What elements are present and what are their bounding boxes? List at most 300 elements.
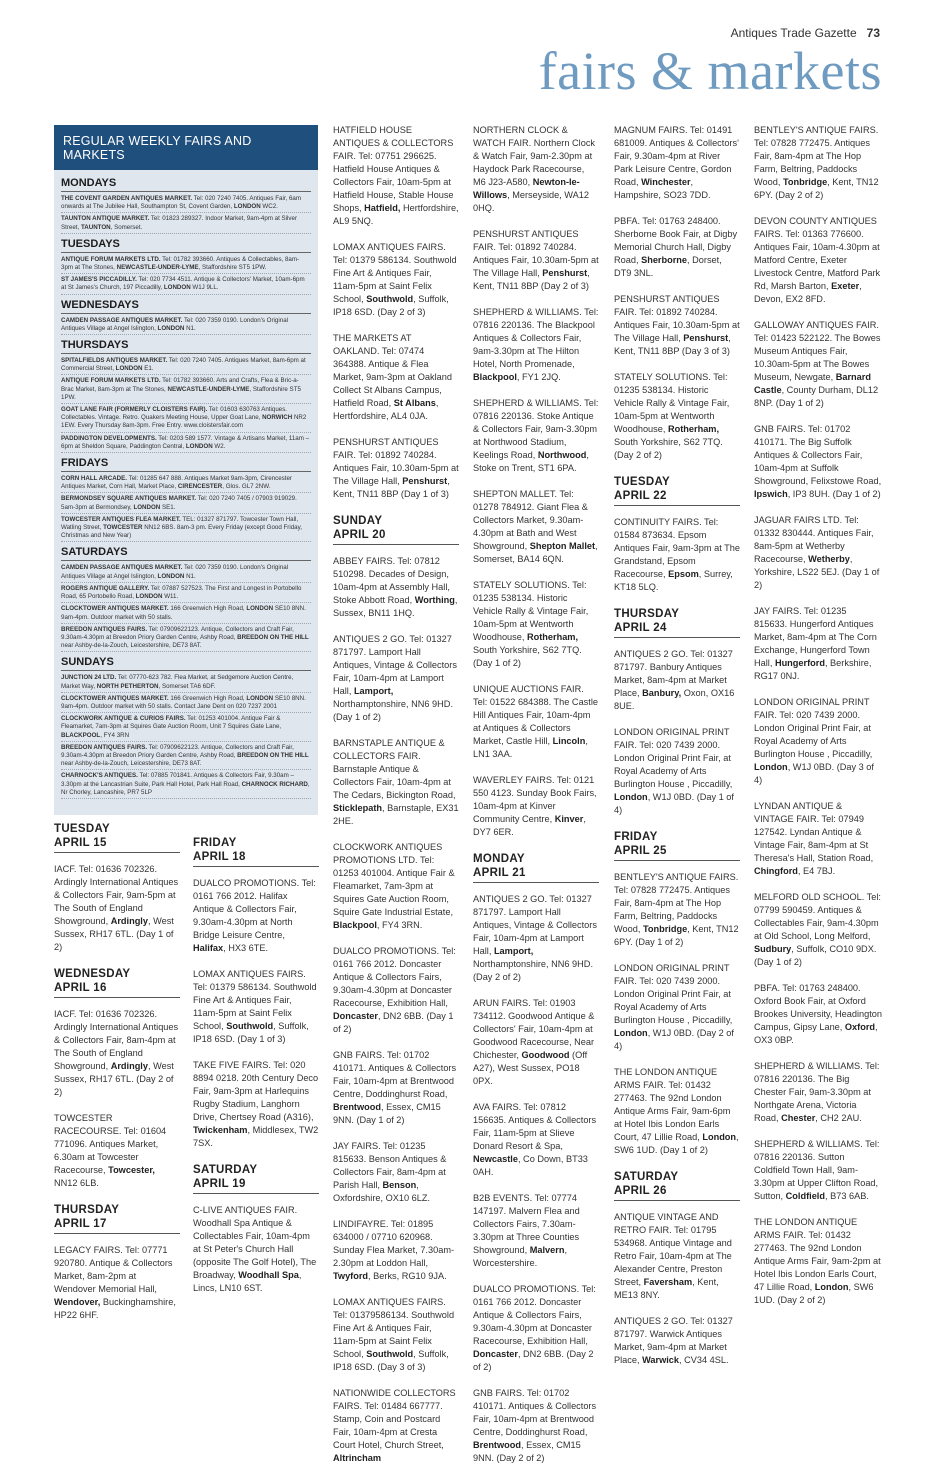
fair-details: , Co Down, BT33 0AH. — [473, 1154, 588, 1177]
fair-details: C-LIVE ANTIQUES FAIR. Woodhall Spa Antique & Collectables Fair, 10am-4pm at St Peter's Church Hall (opposite The Golf Hotel), The Broadway, — [193, 1205, 317, 1280]
fair-location: Twickenham — [193, 1125, 248, 1135]
entry-text: Tel: 020 7240 7405 / 07903 919029. 5am-3pm at Bermondsey, — [61, 495, 297, 511]
fair-details: WAVERLEY FAIRS. Tel: 0121 550 4123. Sunday Book Fairs, 10am-4pm at Kinver Community Centre, — [473, 775, 597, 824]
fair-entry — [193, 1059, 319, 1150]
fair-entry — [333, 737, 459, 828]
fair-details: PENSHURST ANTIQUES FAIR. Tel: 01892 740284. Antiques Fair, 10.30am-5pm at The Village Hall, — [333, 437, 459, 486]
fair-location: Brentwood — [473, 1440, 521, 1450]
date-heading: FRIDAY — [193, 837, 237, 849]
fair-entry — [754, 1060, 882, 1125]
fair-details: , W1J 0BD. (Day 1 of 4) — [614, 792, 734, 815]
regular-day-heading: SUNDAYS — [61, 656, 311, 671]
fair-details: SHEPTON MALLET. Tel: 01278 784912. Giant Flea & Collectors Market, 9.30am-4.30pm at Bath and West Showground, — [473, 489, 588, 551]
fair-entry — [754, 215, 882, 306]
regular-fair-entry — [61, 715, 311, 742]
entry-bold: LONDON — [246, 694, 274, 702]
entry-text: W2. — [212, 442, 226, 450]
fair-details: LINDIFAYRE. Tel: 01895 634000 / 07710 620968. Sunday Flea Market, 7.30am-2.30pm at Loddon Hall, — [333, 1219, 455, 1268]
fair-entry — [333, 1049, 459, 1127]
entry-text: Tel: 020 7359 0190. London's Original Antiques Village at Angel Islington, — [61, 564, 289, 580]
regular-fair-entry — [61, 695, 311, 713]
fair-location: Worthing — [414, 595, 455, 605]
regular-fair-entry — [61, 276, 311, 294]
entry-bold: PADDINGTON DEVELOPMENTS. — [61, 434, 157, 442]
fair-details: TOWCESTER RACECOURSE. Tel: 01604 771096. Antiques Market, 6.30am at Towcester Racecourse, — [54, 1113, 167, 1175]
date-heading: APRIL 26 — [614, 1184, 740, 1201]
fair-location: Exeter — [831, 281, 860, 291]
entry-bold: CAMDEN PASSAGE ANTIQUES MARKET. — [61, 316, 183, 324]
fair-entry — [333, 945, 459, 1036]
fair-details: , Suffolk, IP18 6SD. (Day 1 of 3) — [193, 1021, 309, 1044]
entry-text: , Somerset TA6 6DF. — [158, 682, 216, 690]
fair-details: BENTLEY'S ANTIQUE FAIRS. Tel: 07828 772475. Antiques Fair, 8am-4pm at The Hop Farm, Beltring, Paddocks Wood, — [754, 125, 879, 187]
fair-entry — [193, 877, 319, 955]
fair-location: Ipswich — [754, 489, 788, 499]
entry-text: , Somerset. — [110, 223, 143, 231]
fair-details: LOMAX ANTIQUES FAIRS. Tel: 01379 586134. Southwold Fine Art & Antiques Fair, 11am-5pm at Saint Felix School, — [193, 969, 317, 1031]
fair-details: , W1J 0BD. (Day 2 of 4) — [614, 1028, 734, 1051]
entry-bold: BLACKPOOL — [61, 731, 101, 739]
listing-column — [54, 822, 180, 1335]
fair-entry — [333, 1218, 459, 1283]
fair-entry — [754, 982, 882, 1047]
date-heading: APRIL 22 — [614, 489, 740, 506]
fair-details: , CV34 4SL. — [679, 1355, 729, 1365]
fair-details: ABBEY FAIRS. Tel: 07812 510298. Decades of Design, 10am-4pm at Assembly Hall, Stoke Abbott Road, — [333, 556, 450, 605]
fair-details: PENSHURST ANTIQUES FAIR. Tel: 01892 740284. Antiques Fair, 10.30am-5pm at The Village Hall, — [473, 229, 599, 278]
fair-details: , Kent, ME13 8NY. — [614, 1277, 719, 1300]
fair-entry — [754, 423, 882, 501]
fair-location: Southwold — [226, 1021, 274, 1031]
fair-details: , Kent, TN11 8BP (Day 3 of 3) — [614, 333, 731, 356]
date-heading: APRIL 20 — [333, 528, 459, 545]
entry-bold: BREEDON ON THE HILL — [237, 633, 309, 641]
fair-details: Northamptonshire, NN6 9HD. (Day 1 of 2) — [333, 699, 453, 722]
fair-details: IACF. Tel: 01636 702326. Ardingly International Antiques & Collectors Fair, 8am-4pm at The South of England Showground, — [54, 1009, 179, 1071]
fair-location: Lincoln — [552, 736, 586, 746]
fair-details: , Hampshire, SO23 7DD. — [614, 177, 711, 200]
fair-location: Kinver — [554, 814, 584, 824]
fair-details: CONTINUITY FAIRS. Tel: 01584 873634. Epsom Antiques Fair, 9am-3pm at The Grandstand, Epsom Racecourse, — [614, 517, 740, 579]
fair-entry — [333, 555, 459, 620]
fair-entry — [473, 1283, 599, 1374]
regular-fair-entry — [61, 744, 311, 771]
entry-bold: LONDON — [157, 324, 185, 332]
fair-location: Penshurst — [542, 268, 588, 278]
fair-entry — [614, 516, 740, 594]
fair-location: Southwold — [366, 294, 414, 304]
fair-details: GNB FAIRS. Tel: 01702 410171. Antiques & Collectors Fair, 10am-4pm at Brentwood Centre, Doddinghurst Road, — [333, 1050, 457, 1099]
fair-details: , Kent, TN12 6PY. (Day 1 of 2) — [614, 924, 739, 947]
entry-bold: JUNCTION 24 LTD. — [61, 674, 117, 682]
regular-day-heading: SATURDAYS — [61, 546, 311, 561]
fair-details: , Kent, TN11 8BP (Day 2 of 3) — [473, 268, 590, 291]
fair-details: GNB FAIRS. Tel: 01702 410171. Antiques & Collectors Fair, 10am-4pm at Brentwood Centre, Doddinghurst Road, — [473, 1388, 597, 1437]
fair-entry — [473, 1192, 599, 1270]
fair-location: Benson — [382, 1180, 417, 1190]
fair-details: THE LONDON ANTIQUE ARMS FAIR. Tel: 01432 277463. The 92nd London Antique Arms Fair, 9am-6pm at Hotel Ibis London Earls Court, 47 Lillie Road, — [614, 1067, 731, 1142]
entry-bold: GOAT LANE FAIR (FORMERLY CLOISTERS FAIR). — [61, 406, 208, 414]
fair-details: SHEPHERD & WILLIAMS. Tel: 07816 220136. Sutton Coldfield Town Hall, 9am-3.30pm at Upper Clifton Road, Sutton, — [754, 1139, 880, 1201]
date-heading: THURSDAY — [614, 608, 680, 620]
fair-location: London — [814, 1282, 849, 1292]
publication-header — [731, 26, 880, 40]
fair-details: , DN2 6BB. (Day 2 of 2) — [473, 1349, 594, 1372]
entry-bold: ST JAMES'S PICCADILLY. — [61, 276, 137, 284]
fair-details: (Off A27), West Sussex, PO18 0PX. — [473, 1050, 588, 1086]
entry-text: E1. — [142, 365, 154, 373]
entry-text: N1. — [184, 572, 196, 580]
fair-details: , Lincs, LN10 6ST. — [193, 1270, 302, 1293]
fair-details: , Middlesex, TW2 7SX. — [193, 1125, 319, 1148]
entry-bold: LONDON — [135, 593, 163, 601]
entry-text: Tel: 020 7240 7405. Antiques Fair, 6am onwards at The Jubilee Hall, Southampton St, Covent Garden, — [61, 195, 302, 211]
fair-location: Tonbridge — [642, 924, 688, 934]
entry-bold: LONDON — [233, 203, 261, 211]
fair-entry — [54, 1112, 180, 1190]
fair-location: Barnard Castle — [754, 372, 871, 395]
entry-text: Tel: 07909622123. Antique, Collectors and Craft Fair, 9.30am-4.30pm at Breedon Priory Garden Centre, Ashby Road, — [61, 625, 294, 641]
fair-location: Blackpool — [333, 920, 377, 930]
entry-bold: SPITALFIELDS ANTIQUES MARKET. — [61, 357, 168, 365]
entry-text: SE1. — [160, 503, 176, 511]
fair-location: Towcester, — [108, 1165, 155, 1175]
fair-details: , County Durham, DL12 8NP. (Day 1 of 2) — [754, 385, 879, 408]
section-title: fairs & markets — [538, 41, 882, 101]
fair-entry — [333, 633, 459, 724]
publication-name: Antiques Trade Gazette — [730, 26, 857, 40]
entry-bold: ANTIQUE FORUM MARKETS LTD. — [61, 255, 161, 263]
fair-details: NATIONWIDE COLLECTORS FAIRS. Tel: 01484 667777. Stamp, Coin and Postcard Fair, 10am-4pm at Cresta Court Hotel, Church Street, — [333, 1388, 456, 1450]
fair-entry — [333, 241, 459, 319]
regular-fairs-title: REGULAR WEEKLY FAIRS AND MARKETS — [54, 125, 318, 170]
date-heading: APRIL 15 — [54, 836, 180, 853]
fair-location: Epsom — [668, 569, 699, 579]
date-heading: THURSDAY — [54, 1204, 120, 1216]
fair-location: London — [754, 762, 788, 772]
fair-entry — [754, 1216, 882, 1307]
entry-bold: CHARNOCK RICHARD — [241, 780, 308, 788]
fair-details: PBFA. Tel: 01763 248400. Oxford Book Fair, at Oxford Brookes University, Headington Campus, Gipsy Lane, — [754, 983, 883, 1032]
entry-bold: THE COVENT GARDEN ANTIQUES MARKET. — [61, 195, 193, 202]
fair-location: Northwood — [537, 450, 587, 460]
fair-details: SHEPHERD & WILLIAMS. Tel: 07816 220136. Stoke Antique & Collectors Fair, 9am-3.30pm at Northwood Stadium, Keelings Road, — [473, 398, 599, 460]
entry-bold: NORWICH — [262, 414, 293, 422]
fair-details: ANTIQUES 2 GO. Tel: 01327 871797. Lamport Hall Antiques, Vintage & Collectors Fair, 10am-4pm at Lamport Hall, — [473, 894, 597, 956]
regular-fair-entry — [61, 475, 311, 493]
fair-entry — [473, 397, 599, 475]
fair-details: GALLOWAY ANTIQUES FAIR. Tel: 01423 522122. The Bowes Museum Antiques Fair, 10.30am-5pm at The Bowes Museum, Newgate, — [754, 320, 881, 382]
entry-text: Tel: 0203 589 1577. Vintage & Artisans Market, 11am – 6pm at Sheldon Square, Paddington Central, — [61, 434, 310, 450]
fair-details: Northamptonshire, NN6 9HD. (Day 2 of 2) — [473, 959, 593, 982]
fair-details: CLOCKWORK ANTIQUES PROMOTIONS LTD. Tel: 01253 401004. Antique Fair & Fleamarket, 7am-3pm at Squires Gate Auction Room, Squire Gate Industrial Estate, — [333, 842, 455, 917]
fair-entry — [614, 962, 740, 1053]
entry-bold: NEWCASTLE-UNDER-LYME — [167, 385, 250, 393]
listing-column — [473, 124, 599, 1478]
fair-entry — [473, 997, 599, 1088]
fair-entry — [754, 1138, 882, 1203]
regular-fair-entry — [61, 674, 311, 692]
entry-text: , Nr Chorley, Lancashire, PR7 5LP — [61, 780, 310, 796]
fair-details: NN12 6LB. — [54, 1178, 99, 1188]
date-heading: APRIL 25 — [614, 844, 740, 861]
fair-location: Oxford — [844, 1022, 876, 1032]
listing-column — [193, 836, 319, 1308]
date-heading: SATURDAY — [193, 1164, 258, 1176]
fair-location: Ardingly — [110, 1061, 148, 1071]
date-heading: SATURDAY — [614, 1171, 679, 1183]
fair-location: Tonbridge — [782, 177, 828, 187]
regular-day-heading: FRIDAYS — [61, 457, 311, 472]
fair-location: Rotherham, — [526, 632, 579, 642]
fair-details: UNIQUE AUCTIONS FAIR. Tel: 01522 684388. The Castle Hill Antiques Fair, 10am-4pm at Antiques & Collectors Market, Castle Hill, — [473, 684, 598, 746]
fair-entry — [614, 124, 740, 202]
fair-details: DUALCO PROMOTIONS. Tel: 0161 766 2012. Halifax Antique & Collectors Fair, 9.30am-4.30pm at North Bridge Leisure Centre, — [193, 878, 316, 940]
entry-bold: LONDON — [246, 605, 274, 613]
fair-details: LOMAX ANTIQUES FAIRS. Tel: 01379586134. Southwold Fine Art & Antiques Fair, 11am-5pm at Saint Felix School, — [333, 1297, 455, 1359]
entry-bold: CORN HALL ARCADE. — [61, 475, 127, 483]
fair-location: Penshurst — [683, 333, 729, 343]
fair-location: Coldfield — [785, 1191, 825, 1201]
entry-bold: CIRENCESTER — [177, 483, 223, 491]
fair-entry — [614, 371, 740, 462]
fair-entry — [614, 1066, 740, 1157]
date-heading: APRIL 16 — [54, 981, 180, 998]
fair-details: JAY FAIRS. Tel: 01235 815633. Hungerford Antiques Market, 8am-4pm at The Corn Exchange, Hungerford Town Hall, — [754, 606, 877, 668]
fair-entry — [333, 1296, 459, 1374]
fair-details: SHEPHERD & WILLIAMS. Tel: 07816 220136. The Blackpool Antiques & Collectors Fair, 9am-3.30pm at The Hilton Hotel, North Promenade, — [473, 307, 599, 369]
entry-text: , Staffordshire ST5 1PW. — [198, 264, 267, 272]
fair-entry — [614, 1211, 740, 1302]
entry-text: Tel: 07909622123. Antique, Collectors and Craft Fair, 9.30am-4.30pm at Breedon Priory Garden Centre, Ashby Road, — [61, 743, 294, 759]
entry-bold: LONDON — [133, 503, 161, 511]
entry-bold: CLOCKTOWER ANTIQUES MARKET. — [61, 605, 169, 613]
entry-bold: NEWCASTLE-UNDER-LYME — [116, 264, 199, 272]
regular-fair-entry — [61, 516, 311, 543]
entry-bold: CLOCKTOWER ANTIQUES MARKET. — [61, 694, 169, 702]
fair-details: BENTLEY'S ANTIQUE FAIRS. Tel: 07828 772475. Antiques Fair, 8am-4pm at The Hop Farm, Beltring, Paddocks Wood, — [614, 872, 739, 934]
fair-entry — [614, 726, 740, 817]
fair-entry — [473, 774, 599, 839]
regular-fair-entry — [61, 377, 311, 404]
fair-entry — [473, 579, 599, 670]
fair-details: ANTIQUES 2 GO. Tel: 01327 871797. Warwick Antiques Market, 9am-4pm at Market Place, — [614, 1316, 733, 1365]
fair-details: Oxon, OX16 8UE. — [614, 688, 735, 711]
fair-details: , Sussex, BN11 1HQ. — [333, 595, 458, 618]
entry-text: Tel: 01782 393660. Arts and Crafts, Flea & Bric-a-Brac Market, 8am-3pm at The Stones, — [61, 377, 299, 393]
fair-location: Goodwood — [521, 1050, 570, 1060]
fair-details: South Yorkshire, S62 7TQ. (Day 2 of 2) — [614, 437, 723, 460]
page-number: 73 — [866, 26, 880, 40]
regular-fair-entry — [61, 435, 311, 453]
entry-text: Tel: 01823 289327. Indoor Market, 9am-4pm at Silver Street, — [61, 215, 298, 231]
entry-text: N1. — [184, 324, 196, 332]
fair-details: MELFORD OLD SCHOOL. Tel: 07799 590459. Antiques & Collectables Fair, 9am-4.30pm at Old School, Long Melford, — [754, 892, 881, 941]
fair-location: Lamport, — [493, 946, 534, 956]
fair-details: LYNDAN ANTIQUE & VINTAGE FAIR. Tel: 07949 127542. Lyndan Antique & Vintage Fair, 8am-4pm at St Theresa's Hall, Station Road, — [754, 801, 874, 863]
listing-column — [754, 124, 882, 1320]
fair-location: London — [702, 1132, 737, 1142]
fair-details: IACF. Tel: 01636 702326. Ardingly International Antiques & Collectors Fair, 9am-5pm at The South of England Showground, — [54, 864, 179, 926]
fair-location: London — [614, 792, 648, 802]
fair-details: JAY FAIRS. Tel: 01235 815633. Benson Antiques & Collectors Fair, 8am-4pm at Parish Hall, — [333, 1141, 447, 1190]
fair-location: Shepton Mallet — [529, 541, 596, 551]
fair-location: Malvern — [529, 1245, 565, 1255]
entry-text: Tel: 01603 630763 Antiques. Collectables. Vintage. Retro. Quakers Meeting House, Upper Goat Lane, — [61, 406, 288, 422]
fair-entry — [473, 893, 599, 984]
regular-fair-entry — [61, 605, 311, 623]
entry-bold: BREEDON ANTIQUES FAIRS. — [61, 743, 148, 751]
fair-entry — [754, 514, 882, 592]
entry-bold: BREEDON ANTIQUES FAIRS. — [61, 625, 148, 633]
regular-fair-entry — [61, 495, 311, 513]
date-heading: APRIL 17 — [54, 1217, 180, 1234]
fair-details: South Yorkshire, S62 7TQ. (Day 1 of 2) — [473, 645, 582, 668]
fair-entry — [614, 648, 740, 713]
fair-details: ANTIQUE VINTAGE AND RETRO FAIR. Tel: 01795 534968. Antique Vintage and Retro Fair, 10am-4pm at The Alexander Centre, Preston Street, — [614, 1212, 732, 1287]
fair-details: LONDON ORIGINAL PRINT FAIR. Tel: 020 7439 2000. London Original Print Fair, at Royal Academy of Arts Burlington House , Piccadilly, — [614, 727, 733, 789]
entry-bold: TOWCESTER ANTIQUES FLEA MARKET. — [61, 515, 181, 523]
fair-details: , Worcestershire. — [473, 1245, 567, 1268]
fair-details: ARUN FAIRS. Tel: 01903 734112. Goodwood Antique & Collectors' Fair, 10am-4pm at Goodwood Racecourse, Near Chichester, — [473, 998, 595, 1060]
fair-location: Wetherby — [808, 554, 850, 564]
fair-details: , Kent, TN12 6PY. (Day 2 of 2) — [754, 177, 879, 200]
regular-day-heading: MONDAYS — [61, 177, 311, 192]
entry-bold: CAMDEN PASSAGE ANTIQUES MARKET. — [61, 564, 183, 572]
fair-entry — [754, 800, 882, 878]
fair-details: HATFIELD HOUSE ANTIQUES & COLLECTORS FAIR. Tel: 07751 296625. Hatfield House Antiques & Collectors Fair, 10am-5pm at Hatfield House, Stable House Shops, — [333, 125, 454, 213]
fair-entry — [333, 1387, 459, 1465]
fair-details: STATELY SOLUTIONS. Tel: 01235 538134. Historic Vehicle Rally & Vintage Fair, 10am-5pm at Wentworth Woodhouse, — [473, 580, 589, 642]
fair-details: , Stoke on Trent, ST1 6PA. — [473, 450, 589, 473]
fair-details: TAKE FIVE FAIRS. Tel: 020 8894 0218. 20th Century Deco Fair, 9am-3pm at Harlequins Rugby Stadium, Langhorn Drive, Chertsey Road (A316), — [193, 1060, 319, 1122]
fair-location: Chingford — [754, 866, 798, 876]
regular-fair-entry — [61, 256, 311, 274]
entry-text: NN12 6BS. 8am-3 pm. Every Friday (except Good Friday, Christmas and New Year) — [61, 524, 302, 540]
regular-fairs-box — [54, 125, 318, 815]
fair-details: PBFA. Tel: 01763 248400. Sherborne Book Fair, at Digby Memorial Church Hall, Digby Road, — [614, 216, 738, 265]
fair-location: Blackpool — [473, 372, 517, 382]
fair-details: , IP3 8UH. (Day 1 of 2) — [787, 489, 881, 499]
fair-details: Hertfordshire, AL9 5NQ. — [333, 203, 459, 226]
entry-bold: LONDON — [157, 572, 185, 580]
entry-text: Tel: 020 7734 4511. Antique & Collectors' Market, 10am-6pm at St James's Church, 197 Piccadilly, — [61, 276, 305, 292]
fair-details: , Merseyside, WA12 0HQ. — [473, 190, 589, 213]
entry-bold: BREEDON ON THE HILL — [237, 751, 309, 759]
entry-text: , FY4 3RN — [100, 731, 130, 739]
fair-details: LEGACY FAIRS. Tel: 07771 920780. Antique & Collectors Market, 8am-2pm at Wendover Memorial Hall, — [54, 1245, 173, 1294]
date-heading: APRIL 24 — [614, 621, 740, 638]
date-heading: TUESDAY — [614, 476, 670, 488]
fair-entry — [614, 1315, 740, 1367]
date-heading: APRIL 18 — [193, 850, 319, 867]
regular-day-heading: WEDNESDAYS — [61, 299, 311, 314]
fair-details: , E4 7BJ. — [797, 866, 836, 876]
fair-entry — [54, 863, 180, 954]
entry-bold: ANTIQUE FORUM MARKETS LTD. — [61, 377, 161, 385]
date-heading: TUESDAY — [54, 823, 110, 835]
regular-fair-entry — [61, 215, 311, 233]
entry-text: , Staffordshire ST5 1PW. — [61, 385, 301, 401]
fair-entry — [614, 215, 740, 280]
fair-location: Newcastle — [473, 1154, 518, 1164]
listing-column — [333, 124, 459, 1478]
fair-entry — [333, 1140, 459, 1205]
entry-bold: TOWCESTER — [103, 524, 143, 532]
fair-entry — [193, 1204, 319, 1295]
fair-details: , Hertfordshire, AL4 0JA. — [333, 398, 439, 421]
regular-fair-entry — [61, 626, 311, 653]
fair-location: Newton-le-Willows — [473, 177, 580, 200]
fair-details: , Barnstaple, EX31 2HE. — [333, 803, 459, 826]
fair-details: NORTHERN CLOCK & WATCH FAIR. Northern Clock & Watch Fair, 9am-2.30pm at Haydock Park Racecourse, M6 J23-A580, — [473, 125, 596, 187]
fair-location: Faversham — [643, 1277, 693, 1287]
entry-text: Tel: 01253 401004. Antique Fair & Fleamarket, 7am-3pm at Squires Gate Auction Room, Unit 7 Squires Gate Lane, — [61, 715, 282, 731]
fair-entry — [473, 1101, 599, 1179]
fair-location: Sticklepath — [333, 803, 383, 813]
regular-fair-entry — [61, 406, 311, 433]
fair-details: , Surrey, KT18 5LQ. — [614, 569, 733, 592]
fair-details: BARNSTAPLE ANTIQUE & COLLECTORS FAIR. Barnstaple Antique & Collectors Fair, 10am-4pm at The Cedars, Bickington Road, — [333, 738, 456, 800]
fair-details: , Berkshire, RG17 0NJ. — [754, 658, 872, 681]
date-heading: SUNDAY — [333, 515, 383, 527]
fair-details: , Berks, RG10 9JA. — [368, 1271, 447, 1281]
fair-details: THE LONDON ANTIQUE ARMS FAIR. Tel: 01432 277463. The 92nd London Antique Arms Fair, 9am-2pm at Hotel Ibis London Earls Court, 47 Lillie Road, — [754, 1217, 881, 1292]
fair-details: AVA FAIRS. Tel: 07812 156635. Antiques & Collectors Fair, 11am-5pm at Slieve Donard Resort & Spa, — [473, 1102, 597, 1151]
fair-details: DUALCO PROMOTIONS. Tel: 0161 766 2012. Doncaster Antique & Collectors Fairs, 9.30am-4.30pm at Doncaster Racecourse, Exhibition Hall, — [473, 1284, 596, 1346]
entry-bold: CHARNOCK'S ANTIQUES. — [61, 772, 138, 780]
regular-fair-entry — [61, 195, 311, 213]
fair-details: , Essex, CM15 9NN. (Day 2 of 2) — [473, 1440, 581, 1463]
fair-location: Southwold — [366, 1349, 414, 1359]
fair-details: , SW6 1UD. (Day 1 of 2) — [614, 1132, 739, 1155]
entry-text: near Ashby-de-la-Zouch, Leicestershire, DE73 8AT. — [61, 760, 202, 768]
fair-details: , CH2 2AU. — [815, 1113, 862, 1123]
regular-day-heading: THURSDAYS — [61, 339, 311, 354]
fair-details: , West Sussex, RH17 6TL. (Day 1 of 2) — [54, 916, 174, 952]
fair-location: Penshurst — [402, 476, 448, 486]
fair-details: , Essex, CM15 9NN. (Day 1 of 2) — [333, 1102, 441, 1125]
fair-details: DEVON COUNTY ANTIQUES FAIRS. Tel: 01363 776600. Antiques Fair, 10am-4.30pm at Matford Centre, Exeter Livestock Centre, Matford Park Rd, Marsh Barton, — [754, 216, 881, 291]
entry-text: Tel: 01285 647 888. Antiques Market 9am-3pm, Cirencester Antiques Market, Corn Hall, Market Place, — [61, 475, 292, 491]
entry-text: near Ashby-de-la-Zouch, Leicestershire, DE73 8AT. — [61, 642, 202, 650]
fair-entry — [473, 683, 599, 761]
entry-text: SE10 8NN. 9am-4pm. Outdoor market with 50 stalls. Contact Jane Dent on 020 7237 2001 — [61, 694, 306, 710]
entry-text: W11. — [162, 593, 179, 601]
fair-details: , HX3 6TE. — [223, 943, 269, 953]
fair-location: Doncaster — [333, 1011, 378, 1021]
fair-details: Buckinghamshire, HP22 6HF. — [54, 1297, 176, 1320]
fair-entry — [473, 488, 599, 566]
fair-details: , FY4 3RN. — [376, 920, 423, 930]
fair-details: , LN1 3AA. — [473, 736, 588, 759]
entry-text: Tel: 07885 701841. Antiques & Collectors Fair, 9.30am – 3.30pm at the Lancastrian Suite, Park Hall Hotel, Park Hall Road, — [61, 772, 294, 788]
entry-text: 166 Greenwich High Road, — [168, 694, 247, 702]
fair-location: Wendover, — [54, 1297, 101, 1307]
fair-details: LOMAX ANTIQUES FAIRS. Tel: 01379 586134. Southwold Fine Art & Antiques Fair, 11am-5pm at Saint Felix School, — [333, 242, 457, 304]
entry-bold: TAUNTON — [80, 223, 111, 231]
fair-details: THE MARKETS AT OAKLAND. Tel: 07474 364388. Antique & Flea Market, 9am-3pm at Oakland Collect St Albans Campus, Hatfield Road, — [333, 333, 452, 408]
fair-location: Banbury, — [642, 688, 682, 698]
date-heading: APRIL 21 — [473, 866, 599, 883]
entry-bold: NORTH PETHERTON — [96, 682, 159, 690]
fair-details: , Kent, TN11 8BP (Day 1 of 3) — [333, 476, 450, 499]
fair-entry — [473, 124, 599, 215]
fair-details: B2B EVENTS. Tel: 07774 147197. Malvern Flea and Collectors Fairs, 7.30am-3.30pm at Three Counties Showground, — [473, 1193, 580, 1255]
entry-text: WC2. — [260, 203, 278, 211]
fair-details: , Suffolk, CO10 9DX. (Day 1 of 2) — [754, 944, 877, 967]
fair-details: , B73 6AB. — [824, 1191, 869, 1201]
